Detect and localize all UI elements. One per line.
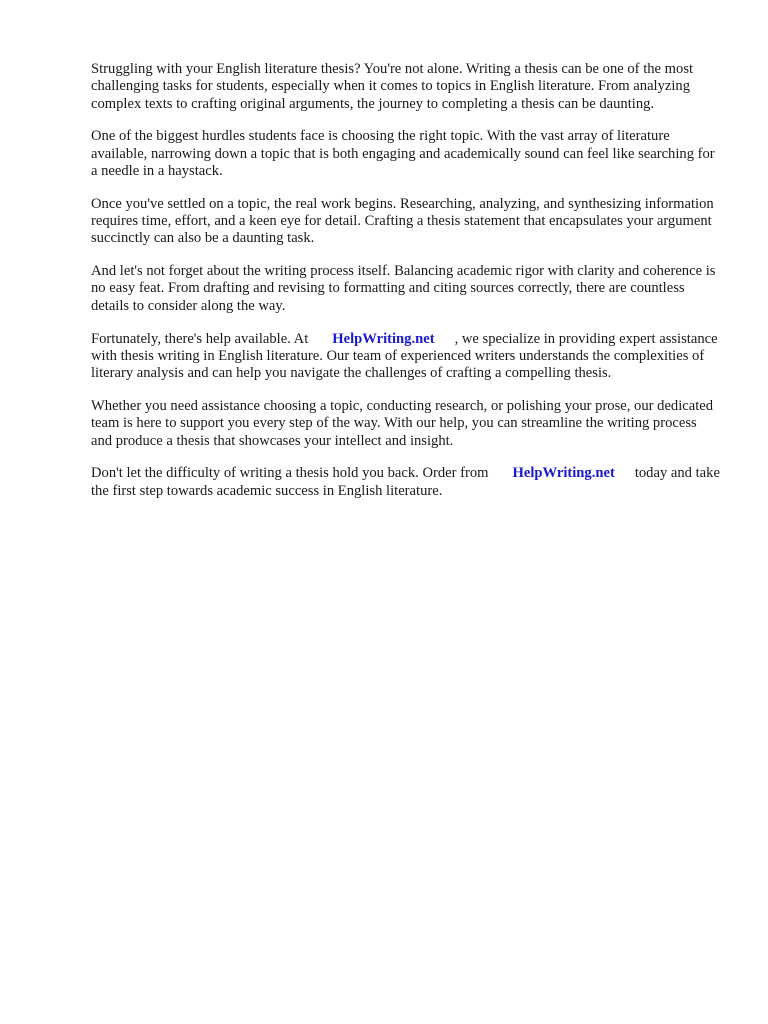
paragraph-closing	[91, 465, 721, 500]
paragraph-writing: And let's not forget about the writing process itself. Balancing academic rigor with clarity and coherence is no easy feat. From drafting and revising to formatting and citing sources correctly, there are countless details to consider along the way.	[91, 263, 716, 314]
helpwriting-link[interactable]: HelpWriting.net	[332, 330, 435, 347]
help-text-before: Fortunately, there's help available. At	[91, 330, 309, 347]
help-text-after: , we specialize in providing expert assistance with thesis writing in English literature. Our team of experienced writers understands the complexities of literary analysis and can help you navigate the challenges of crafting a compelling thesis.	[91, 330, 718, 382]
helpwriting-order-link[interactable]: HelpWriting.net	[512, 465, 615, 482]
document-body	[91, 61, 721, 515]
paragraph-support: Whether you need assistance choosing a topic, conducting research, or polishing your prose, our dedicated team is here to support you every step of the way. With our help, you can streamline the writing process and produce a thesis that showcases your intellect and insight.	[91, 397, 714, 449]
paragraph-research: Once you've settled on a topic, the real work begins. Researching, analyzing, and synthesizing information requires time, effort, and a keen eye for detail. Crafting a thesis statement that encapsulates your argument succinctly can also be a daunting task.	[91, 195, 714, 247]
paragraph-intro: Struggling with your English literature thesis? You're not alone. Writing a thesis can be one of the most challenging tasks for students, especially when it comes to topics in English literature. From analyzing complex texts to crafting original arguments, the journey to completing a thesis can be daunting.	[91, 61, 694, 112]
paragraph-help	[91, 331, 721, 383]
closing-text-after: today and take the first step towards academic success in English literature.	[91, 465, 720, 499]
closing-text-before: Don't let the difficulty of writing a thesis hold you back. Order from	[91, 465, 489, 482]
paragraph-topic: One of the biggest hurdles students face is choosing the right topic. With the vast array of literature available, narrowing down a topic that is both engaging and academically sound can feel like searching for a needle in a haystack.	[91, 128, 715, 179]
